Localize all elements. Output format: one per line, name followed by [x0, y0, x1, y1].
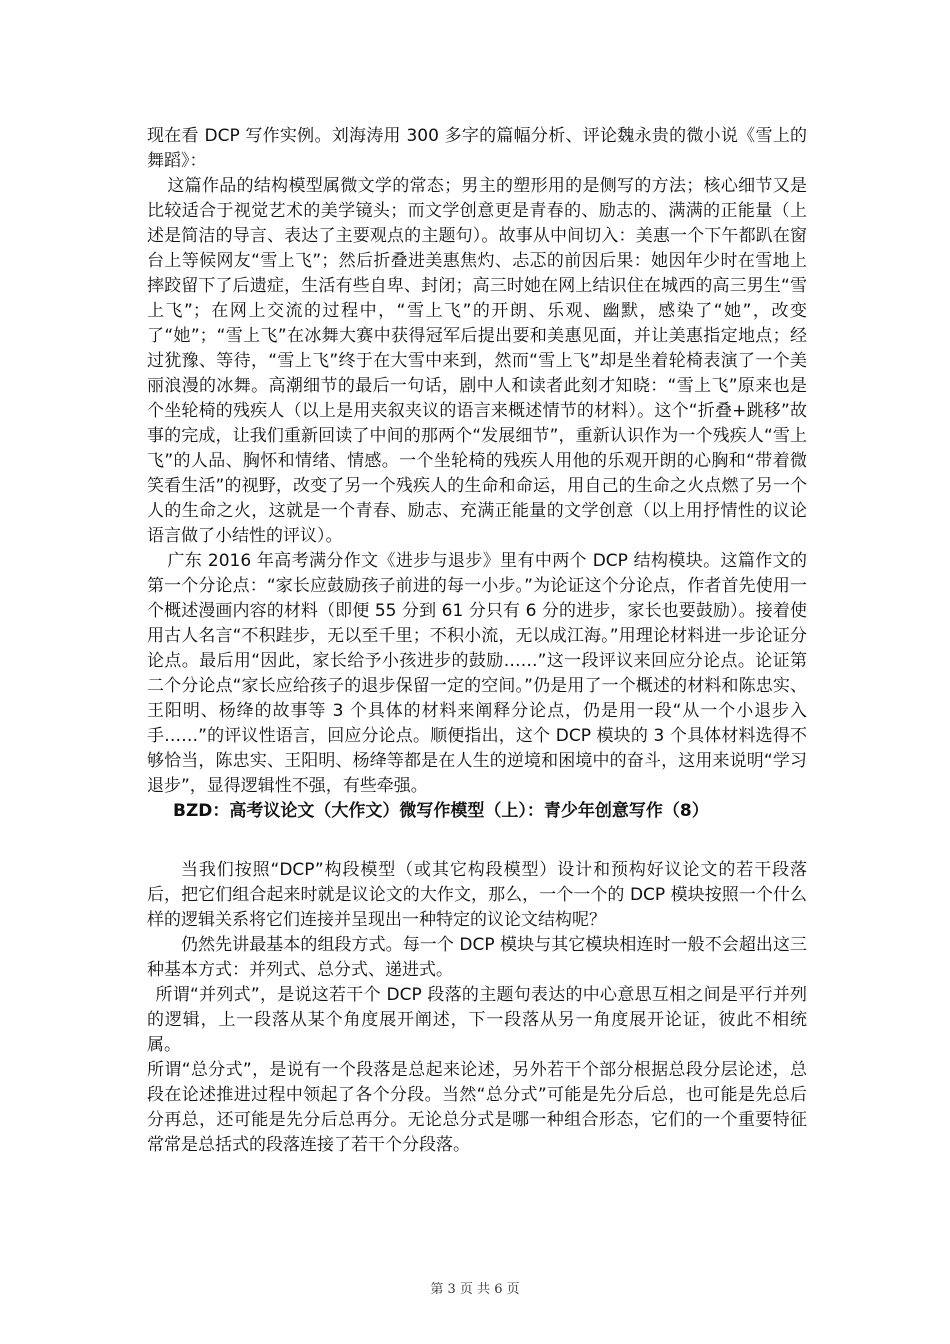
paragraph-parallel-mode: 所谓“并列式”，是说这若干个 DCP 段落的主题句表达的中心意思互相之间是平行并列的逻辑，上一段落从某个角度展开阐述，下一段落从另一角度展开论证，彼此不相统属。: [147, 985, 807, 1055]
section-heading: BZD：高考议论文（大作文）微写作模型（上）：青少年创意写作（8）: [173, 801, 709, 821]
page-footer: 第 3 页 共 6 页: [430, 1282, 520, 1297]
paragraph-basic-modes: 仍然先讲最基本的组段方式。每一个 DCP 模块与其它模块相连时一般不会超出这三种基本方式：并列式、总分式、递进式。: [147, 935, 807, 980]
blank-line: [147, 824, 807, 858]
paragraph-story-analysis: 这篇作品的结构模型属微文学的常态；男主的塑形用的是侧写的方法；核心细节又是比较适合于视觉艺术的美学镜头；而文学创意更是青春的、励志的、满满的正能量（上述是简洁的导言、表达了主要观点的主题句）。故事从中间切入：美惠一个下午都趴在窗台上等候网友“雪上飞”；然后折叠进美惠焦灼、忐忑的前因后果：她因年少时在雪地上摔跤留下了后遗症，生活有些自卑、封闭；高三时她在网上结识住在城西的高三男生“雪上飞”；在网上交流的过程中，“雪上飞”的开朗、乐观、幽默，感染了“她”，改变了“她”；“雪上飞”在冰舞大赛中获得冠军后提出要和美惠见面，并让美惠指定地点；经过犹豫、等待，“雪上飞”终于在大雪中来到，然而“雪上飞”却是坐着轮椅表演了一个美丽浪漫的冰舞。高潮细节的最后一句话，剧中人和读者此刻才知晓：“雪上飞”原来也是个坐轮椅的残疾人（以上是用夹叙夹议的语言来概述情节的材料）。这个“折叠+跳移”故事的完成，让我们重新回读了中间的那两个“发展细节”，重新认识作为一个残疾人“雪上飞”的人品、胸怀和情绪、情感。一个坐轮椅的残疾人用他的乐观开朗的心胸和“带着微笑看生活”的视野，改变了另一个残疾人的生命和命运，用自己的生命之火点燃了另一个人的生命之火，这就是一个青春、励志、充满正能量的文学创意（以上用抒情性的议论语言做了小结性的评议）。: [147, 176, 807, 546]
paragraph-essay-example: 广东 2016 年高考满分作文《进步与退步》里有中两个 DCP 结构模块。这篇作文的第一个分论点：“家长应鼓励孩子前进的每一小步。”为论证这个分论点，作者首先使用一个概述漫画内容的材料（即便 55 分到 61 分只有 6 分的进步，家长也要鼓励）。接着使用古人名言“不积跬步，无以至千里；不积小流，无以成江海。”用理论材料进一步论证分论点。最后用“因此，家长给予小孩进步的鼓励……”这一段评议来回应分论点。论证第二个分论点“家长应给孩子的退步保留一定的空间。”仍是用了一个概述的材料和陈忠实、王阳明、杨绛的故事等 3 个具体的材料来阐释分论点，仍是用一段“从一个小退步入手……”的评议性语言，回应分论点。顺便指出，这个 DCP 模块的 3 个具体材料选得不够恰当，陈忠实、王阳明、杨绛等都是在人生的逆境和困境中的奋斗，这用来说明“学习退步”，显得逻辑性不强，有些牵强。: [147, 551, 807, 796]
paragraph-intro: 现在看 DCP 写作实例。刘海涛用 300 多字的篇幅分析、评论魏永贵的微小说《雪上的舞蹈》：: [147, 126, 807, 171]
paragraph-structure-question: 当我们按照“DCP”构段模型（或其它构段模型）设计和预构好议论文的若干段落后，把它们组合起来时就是议论文的大作文，那么，一个一个的 DCP 模块按照一个什么样的逻辑关系将它们连接并呈现出一种特定的议论文结构呢？: [147, 860, 807, 930]
paragraph-general-specific-mode: 所谓“总分式”，是说有一个段落是总起来论述，另外若干个部分根据总段分层论述，总段在论述推进过程中领起了各个分段。当然“总分式”可能是先分后总，也可能是先总后分再总，还可能是先分后总再分。无论总分式是哪一种组合形态，它们的一个重要特征常常是总括式的段落连接了若干个分段落。: [147, 1060, 807, 1155]
document-body: [147, 124, 807, 1158]
